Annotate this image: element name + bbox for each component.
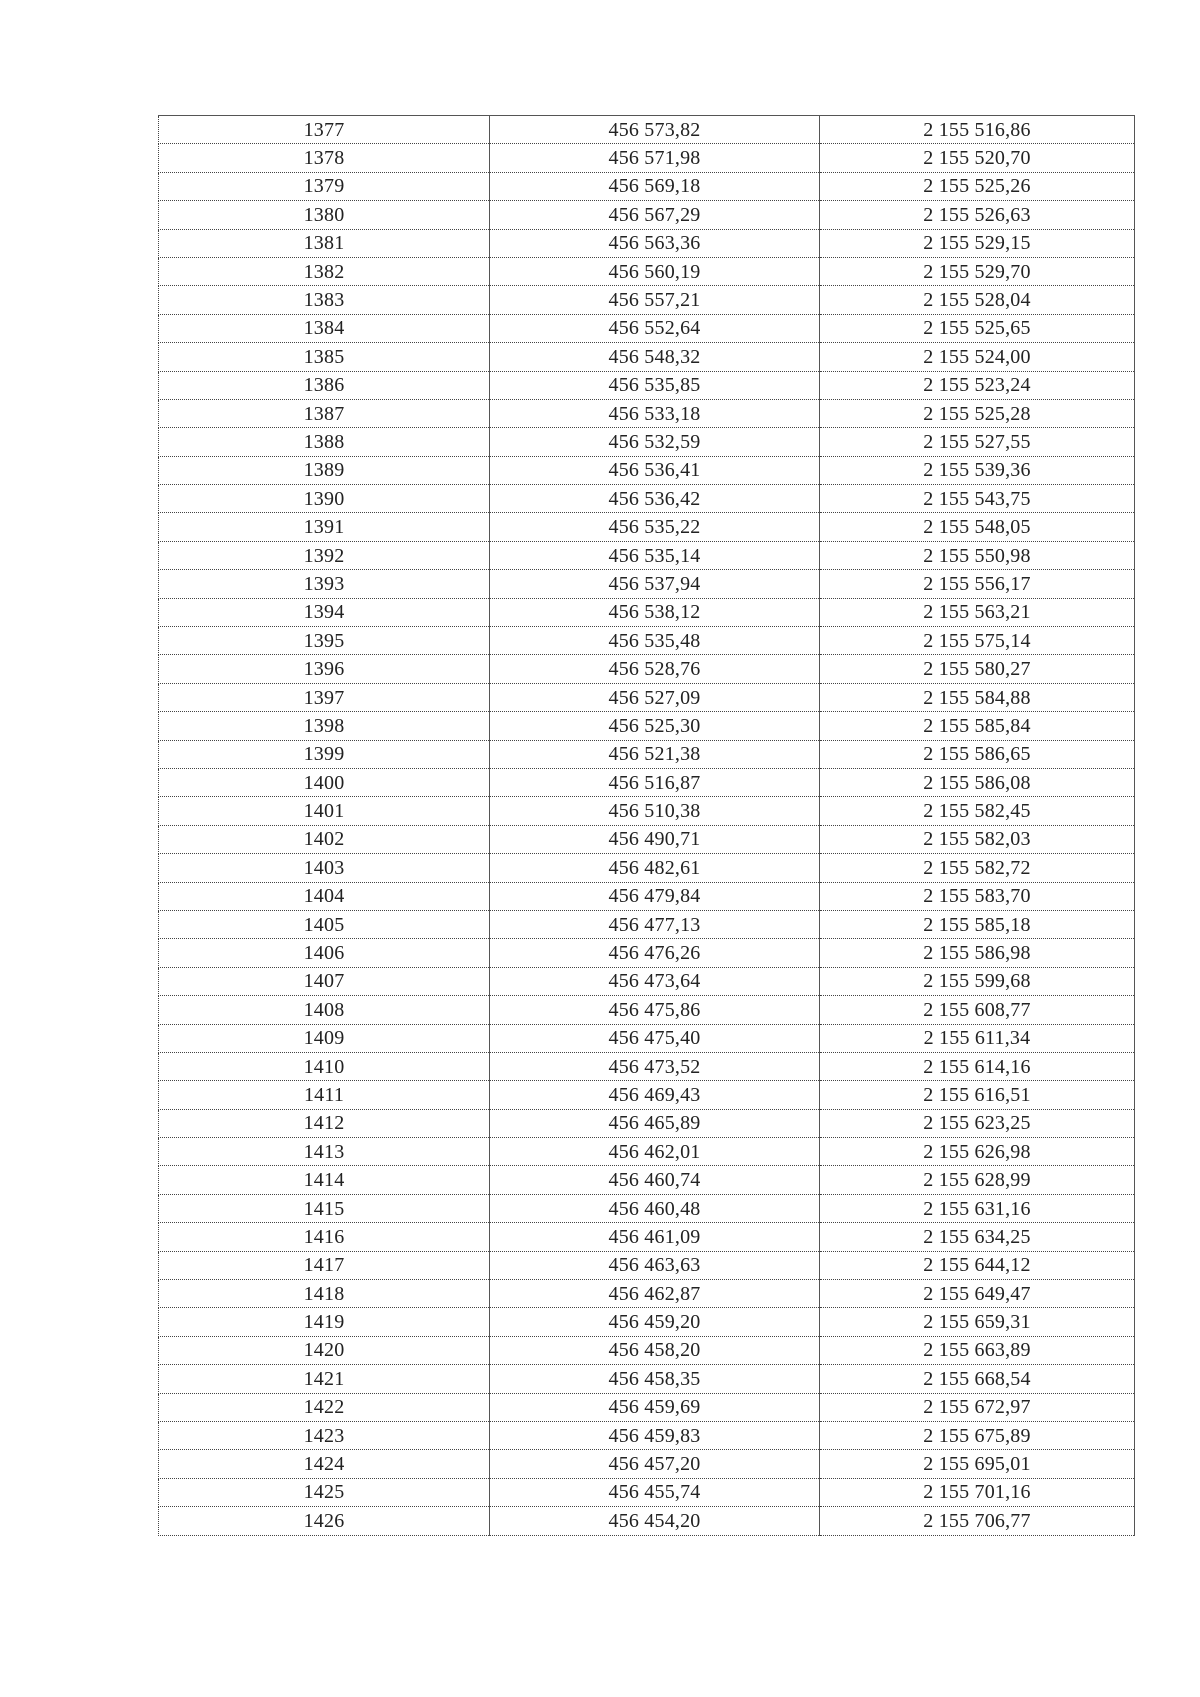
- y-coordinate-cell: 2 155 516,86: [820, 116, 1135, 144]
- point-number-cell: 1420: [159, 1336, 490, 1364]
- y-coordinate-cell: 2 155 582,03: [820, 825, 1135, 853]
- point-number-cell: 1421: [159, 1365, 490, 1393]
- y-coordinate-cell: 2 155 563,21: [820, 598, 1135, 626]
- y-coordinate-cell: 2 155 548,05: [820, 513, 1135, 541]
- table-row: [159, 1450, 1135, 1478]
- y-coordinate-cell: 2 155 695,01: [820, 1450, 1135, 1478]
- y-coordinate-cell: 2 155 575,14: [820, 627, 1135, 655]
- table-row: [159, 1280, 1135, 1308]
- y-coordinate-cell: 2 155 524,00: [820, 343, 1135, 371]
- x-coordinate-cell: 456 557,21: [490, 286, 820, 314]
- y-coordinate-cell: 2 155 649,47: [820, 1280, 1135, 1308]
- table-row: [159, 712, 1135, 740]
- table-row: [159, 172, 1135, 200]
- table-row: [159, 541, 1135, 569]
- y-coordinate-cell: 2 155 525,28: [820, 399, 1135, 427]
- x-coordinate-cell: 456 479,84: [490, 882, 820, 910]
- point-number-cell: 1405: [159, 910, 490, 938]
- y-coordinate-cell: 2 155 668,54: [820, 1365, 1135, 1393]
- point-number-cell: 1382: [159, 257, 490, 285]
- point-number-cell: 1412: [159, 1109, 490, 1137]
- table-row: [159, 825, 1135, 853]
- table-row: [159, 428, 1135, 456]
- point-number-cell: 1400: [159, 768, 490, 796]
- table-row: [159, 1365, 1135, 1393]
- table-row: [159, 456, 1135, 484]
- y-coordinate-cell: 2 155 586,08: [820, 768, 1135, 796]
- y-coordinate-cell: 2 155 672,97: [820, 1393, 1135, 1421]
- point-number-cell: 1414: [159, 1166, 490, 1194]
- x-coordinate-cell: 456 473,64: [490, 967, 820, 995]
- point-number-cell: 1407: [159, 967, 490, 995]
- point-number-cell: 1396: [159, 655, 490, 683]
- x-coordinate-cell: 456 476,26: [490, 939, 820, 967]
- table-row: [159, 144, 1135, 172]
- x-coordinate-cell: 456 535,14: [490, 541, 820, 569]
- x-coordinate-cell: 456 463,63: [490, 1251, 820, 1279]
- table-row: [159, 1223, 1135, 1251]
- x-coordinate-cell: 456 516,87: [490, 768, 820, 796]
- x-coordinate-cell: 456 462,01: [490, 1138, 820, 1166]
- x-coordinate-cell: 456 459,83: [490, 1421, 820, 1449]
- x-coordinate-cell: 456 536,41: [490, 456, 820, 484]
- point-number-cell: 1385: [159, 343, 490, 371]
- x-coordinate-cell: 456 482,61: [490, 854, 820, 882]
- point-number-cell: 1423: [159, 1421, 490, 1449]
- x-coordinate-cell: 456 532,59: [490, 428, 820, 456]
- y-coordinate-cell: 2 155 701,16: [820, 1478, 1135, 1506]
- x-coordinate-cell: 456 535,48: [490, 627, 820, 655]
- table-row: [159, 768, 1135, 796]
- y-coordinate-cell: 2 155 599,68: [820, 967, 1135, 995]
- table-row: [159, 343, 1135, 371]
- table-row: [159, 1194, 1135, 1222]
- point-number-cell: 1397: [159, 683, 490, 711]
- point-number-cell: 1410: [159, 1052, 490, 1080]
- x-coordinate-cell: 456 521,38: [490, 740, 820, 768]
- table-row: [159, 967, 1135, 995]
- x-coordinate-cell: 456 460,48: [490, 1194, 820, 1222]
- x-coordinate-cell: 456 528,76: [490, 655, 820, 683]
- y-coordinate-cell: 2 155 556,17: [820, 570, 1135, 598]
- x-coordinate-cell: 456 475,86: [490, 996, 820, 1024]
- point-number-cell: 1422: [159, 1393, 490, 1421]
- point-number-cell: 1393: [159, 570, 490, 598]
- point-number-cell: 1381: [159, 229, 490, 257]
- x-coordinate-cell: 456 569,18: [490, 172, 820, 200]
- table-row: [159, 1308, 1135, 1336]
- table-row: [159, 1251, 1135, 1279]
- point-number-cell: 1416: [159, 1223, 490, 1251]
- x-coordinate-cell: 456 525,30: [490, 712, 820, 740]
- point-number-cell: 1411: [159, 1081, 490, 1109]
- y-coordinate-cell: 2 155 586,65: [820, 740, 1135, 768]
- table-row: [159, 1109, 1135, 1137]
- x-coordinate-cell: 456 465,89: [490, 1109, 820, 1137]
- point-number-cell: 1415: [159, 1194, 490, 1222]
- table-row: [159, 1052, 1135, 1080]
- x-coordinate-cell: 456 567,29: [490, 201, 820, 229]
- point-number-cell: 1387: [159, 399, 490, 427]
- point-number-cell: 1384: [159, 314, 490, 342]
- y-coordinate-cell: 2 155 526,63: [820, 201, 1135, 229]
- table-row: [159, 882, 1135, 910]
- table-row: [159, 797, 1135, 825]
- x-coordinate-cell: 456 571,98: [490, 144, 820, 172]
- y-coordinate-cell: 2 155 611,34: [820, 1024, 1135, 1052]
- y-coordinate-cell: 2 155 525,26: [820, 172, 1135, 200]
- point-number-cell: 1404: [159, 882, 490, 910]
- table-row: [159, 229, 1135, 257]
- table-row: [159, 513, 1135, 541]
- y-coordinate-cell: 2 155 663,89: [820, 1336, 1135, 1364]
- point-number-cell: 1392: [159, 541, 490, 569]
- y-coordinate-cell: 2 155 520,70: [820, 144, 1135, 172]
- y-coordinate-cell: 2 155 623,25: [820, 1109, 1135, 1137]
- table-row: [159, 1393, 1135, 1421]
- x-coordinate-cell: 456 490,71: [490, 825, 820, 853]
- table-row: [159, 116, 1135, 144]
- y-coordinate-cell: 2 155 582,45: [820, 797, 1135, 825]
- x-coordinate-cell: 456 469,43: [490, 1081, 820, 1109]
- x-coordinate-cell: 456 563,36: [490, 229, 820, 257]
- x-coordinate-cell: 456 537,94: [490, 570, 820, 598]
- point-number-cell: 1424: [159, 1450, 490, 1478]
- point-number-cell: 1394: [159, 598, 490, 626]
- x-coordinate-cell: 456 573,82: [490, 116, 820, 144]
- y-coordinate-cell: 2 155 616,51: [820, 1081, 1135, 1109]
- point-number-cell: 1389: [159, 456, 490, 484]
- table-row: [159, 485, 1135, 513]
- table-row: [159, 939, 1135, 967]
- y-coordinate-cell: 2 155 585,84: [820, 712, 1135, 740]
- table-row: [159, 996, 1135, 1024]
- y-coordinate-cell: 2 155 585,18: [820, 910, 1135, 938]
- table-row: [159, 314, 1135, 342]
- table-row: [159, 1507, 1135, 1535]
- y-coordinate-cell: 2 155 583,70: [820, 882, 1135, 910]
- y-coordinate-cell: 2 155 608,77: [820, 996, 1135, 1024]
- table-row: [159, 1081, 1135, 1109]
- x-coordinate-cell: 456 527,09: [490, 683, 820, 711]
- x-coordinate-cell: 456 459,20: [490, 1308, 820, 1336]
- x-coordinate-cell: 456 536,42: [490, 485, 820, 513]
- coordinates-table: [158, 115, 1135, 1536]
- x-coordinate-cell: 456 552,64: [490, 314, 820, 342]
- point-number-cell: 1402: [159, 825, 490, 853]
- point-number-cell: 1408: [159, 996, 490, 1024]
- point-number-cell: 1425: [159, 1478, 490, 1506]
- point-number-cell: 1390: [159, 485, 490, 513]
- point-number-cell: 1399: [159, 740, 490, 768]
- y-coordinate-cell: 2 155 582,72: [820, 854, 1135, 882]
- y-coordinate-cell: 2 155 631,16: [820, 1194, 1135, 1222]
- point-number-cell: 1391: [159, 513, 490, 541]
- x-coordinate-cell: 456 458,35: [490, 1365, 820, 1393]
- point-number-cell: 1386: [159, 371, 490, 399]
- point-number-cell: 1380: [159, 201, 490, 229]
- y-coordinate-cell: 2 155 634,25: [820, 1223, 1135, 1251]
- point-number-cell: 1379: [159, 172, 490, 200]
- x-coordinate-cell: 456 455,74: [490, 1478, 820, 1506]
- point-number-cell: 1378: [159, 144, 490, 172]
- table-row: [159, 570, 1135, 598]
- y-coordinate-cell: 2 155 527,55: [820, 428, 1135, 456]
- table-row: [159, 1421, 1135, 1449]
- y-coordinate-cell: 2 155 628,99: [820, 1166, 1135, 1194]
- table-row: [159, 286, 1135, 314]
- x-coordinate-cell: 456 477,13: [490, 910, 820, 938]
- y-coordinate-cell: 2 155 580,27: [820, 655, 1135, 683]
- point-number-cell: 1401: [159, 797, 490, 825]
- x-coordinate-cell: 456 535,85: [490, 371, 820, 399]
- x-coordinate-cell: 456 457,20: [490, 1450, 820, 1478]
- y-coordinate-cell: 2 155 523,24: [820, 371, 1135, 399]
- y-coordinate-cell: 2 155 528,04: [820, 286, 1135, 314]
- table-row: [159, 1478, 1135, 1506]
- y-coordinate-cell: 2 155 644,12: [820, 1251, 1135, 1279]
- point-number-cell: 1418: [159, 1280, 490, 1308]
- table-row: [159, 627, 1135, 655]
- x-coordinate-cell: 456 538,12: [490, 598, 820, 626]
- y-coordinate-cell: 2 155 614,16: [820, 1052, 1135, 1080]
- table-row: [159, 1336, 1135, 1364]
- x-coordinate-cell: 456 462,87: [490, 1280, 820, 1308]
- point-number-cell: 1398: [159, 712, 490, 740]
- x-coordinate-cell: 456 535,22: [490, 513, 820, 541]
- table-row: [159, 257, 1135, 285]
- table-row: [159, 201, 1135, 229]
- y-coordinate-cell: 2 155 525,65: [820, 314, 1135, 342]
- table-row: [159, 399, 1135, 427]
- y-coordinate-cell: 2 155 675,89: [820, 1421, 1135, 1449]
- x-coordinate-cell: 456 458,20: [490, 1336, 820, 1364]
- x-coordinate-cell: 456 560,19: [490, 257, 820, 285]
- x-coordinate-cell: 456 460,74: [490, 1166, 820, 1194]
- table-row: [159, 598, 1135, 626]
- point-number-cell: 1426: [159, 1507, 490, 1535]
- table-row: [159, 683, 1135, 711]
- point-number-cell: 1395: [159, 627, 490, 655]
- table-row: [159, 371, 1135, 399]
- y-coordinate-cell: 2 155 529,15: [820, 229, 1135, 257]
- point-number-cell: 1383: [159, 286, 490, 314]
- point-number-cell: 1403: [159, 854, 490, 882]
- x-coordinate-cell: 456 461,09: [490, 1223, 820, 1251]
- y-coordinate-cell: 2 155 550,98: [820, 541, 1135, 569]
- table-row: [159, 655, 1135, 683]
- x-coordinate-cell: 456 548,32: [490, 343, 820, 371]
- x-coordinate-cell: 456 454,20: [490, 1507, 820, 1535]
- point-number-cell: 1388: [159, 428, 490, 456]
- point-number-cell: 1406: [159, 939, 490, 967]
- x-coordinate-cell: 456 473,52: [490, 1052, 820, 1080]
- point-number-cell: 1413: [159, 1138, 490, 1166]
- point-number-cell: 1409: [159, 1024, 490, 1052]
- y-coordinate-cell: 2 155 539,36: [820, 456, 1135, 484]
- coordinates-table-body: [159, 116, 1135, 1536]
- x-coordinate-cell: 456 510,38: [490, 797, 820, 825]
- y-coordinate-cell: 2 155 626,98: [820, 1138, 1135, 1166]
- point-number-cell: 1377: [159, 116, 490, 144]
- y-coordinate-cell: 2 155 706,77: [820, 1507, 1135, 1535]
- table-row: [159, 854, 1135, 882]
- y-coordinate-cell: 2 155 529,70: [820, 257, 1135, 285]
- table-row: [159, 1166, 1135, 1194]
- y-coordinate-cell: 2 155 659,31: [820, 1308, 1135, 1336]
- y-coordinate-cell: 2 155 586,98: [820, 939, 1135, 967]
- x-coordinate-cell: 456 475,40: [490, 1024, 820, 1052]
- x-coordinate-cell: 456 533,18: [490, 399, 820, 427]
- y-coordinate-cell: 2 155 584,88: [820, 683, 1135, 711]
- point-number-cell: 1417: [159, 1251, 490, 1279]
- x-coordinate-cell: 456 459,69: [490, 1393, 820, 1421]
- point-number-cell: 1419: [159, 1308, 490, 1336]
- table-row: [159, 1024, 1135, 1052]
- table-row: [159, 740, 1135, 768]
- table-row: [159, 1138, 1135, 1166]
- table-row: [159, 910, 1135, 938]
- y-coordinate-cell: 2 155 543,75: [820, 485, 1135, 513]
